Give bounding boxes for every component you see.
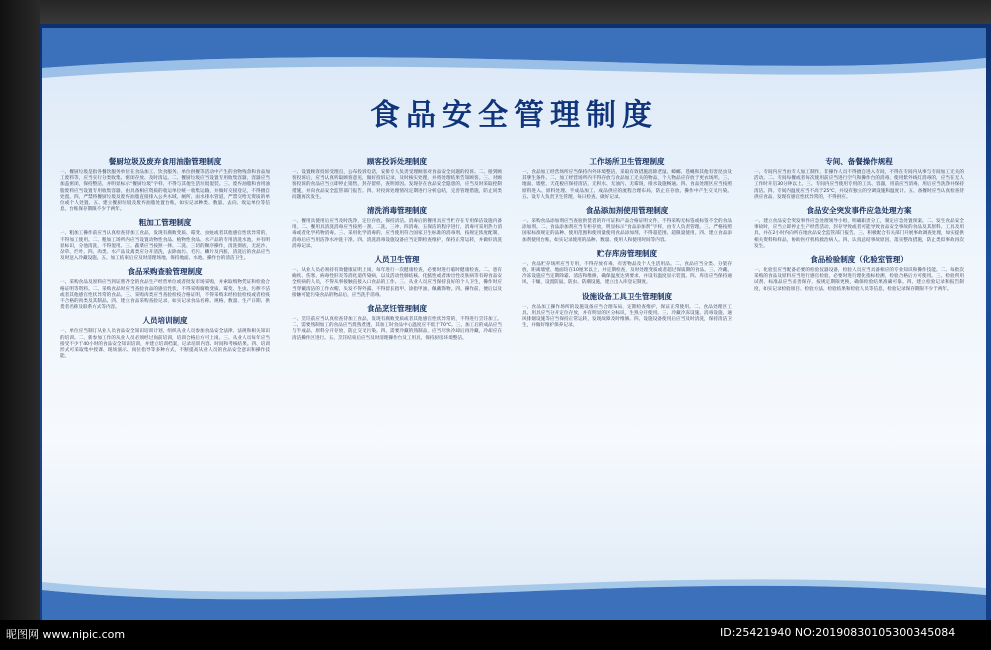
column-1 <box>60 156 270 364</box>
section-heading: 专间、备餐操作规程 <box>825 157 893 166</box>
section-heading: 人员卫生管理 <box>374 255 420 265</box>
section-body: 一、食品加工操作场所的设施设备应当合理布局，定期检查维护，保证正常使用。二、食品处理区工具、用具应当分开定位存放，并有明显的区分标识，生熟分开使用。三、冷藏冷冻设施、消毒设施、通风排烟设施等应当保持正常运转，发现故障及时维修。四、设施设备使用后应当及时清洗，保持清洁卫生，并做好维护保养记录。 <box>522 304 732 329</box>
column-2 <box>292 156 502 346</box>
section-kitchen-waste <box>60 156 270 213</box>
section-complaints <box>292 156 502 201</box>
section-additives <box>522 205 732 244</box>
section-lab <box>754 254 964 293</box>
section-heading: 食品烹饪管理制度 <box>367 304 427 314</box>
section-heading: 粗加工管理制度 <box>138 218 192 228</box>
section-heading: 食品采购查验管理制度 <box>127 267 203 277</box>
section-heading: 食品安全突发事件应急处理方案 <box>806 206 912 216</box>
section-heading: 人员培训制度 <box>142 316 188 326</box>
section-procurement <box>60 266 270 311</box>
section-body: 一、采购食品及原料应当到证照齐全的食品生产经营单位或者批发市场采购，并索取购物凭证和检验合格证明等资料。二、采购食品时应当查验食品的感官性状，不得采购腐败变质、霉变、生虫、污秽不洁或者其他感官性状异常的食品。三、采购肉类应当查验检疫合格证明，不得采购未经检验检疫或者检疫不合格的肉类及其制品。四、建立食品采购查验记录，如实记录食品名称、规格、数量、生产日期、供货者名称及联系方式等内容。 <box>60 280 270 311</box>
section-heading: 餐厨垃圾及废弃食用油脂管理制度 <box>108 157 222 166</box>
page-title: 食品安全管理制度 <box>370 98 658 133</box>
section-special-room <box>754 156 964 201</box>
section-body: 一、食品贮存场所应当专用，不得存放有毒、有害物品及个人生活用品。二、食品应当分类、分架存放，距离墙壁、地面均在10厘米以上，并定期检查，及时处理变质或者超过保质期的食品。三、冷藏、冷冻设施应当定期除霜、清洁和维修，确保温度达到要求，并设有温度显示装置。四、库房应当保持通风、干燥，设置防鼠、防虫、防潮设施，建立出入库登记制度。 <box>522 261 732 286</box>
watermark-site: 昵图网 www.nipic.com <box>6 628 126 641</box>
section-emergency <box>754 205 964 250</box>
section-body: 一、烹饪前应当认真检查待加工食品，发现有腐败变质或者其他感官性状异常的，不得进行烹饪加工。二、需要熟制加工的食品应当烧熟煮透，其加工时食品中心温度应不低于70℃。三、加工后的成品应当与半成品、原料分开存放，防止交叉污染。四、需要冷藏的熟制品，应当尽快冷却后再冷藏，冷却应在清洁操作区进行。五、烹饪结束后应当及时清理操作台及工用具，保持厨房环境整洁。 <box>292 317 502 341</box>
section-cooking <box>292 303 502 342</box>
section-heading: 顾客投诉处理制度 <box>367 157 427 166</box>
section-storage <box>522 248 732 287</box>
section-body: 一、建立食品安全突发事件应急处理领导小组，明确职责分工，制定应急处置预案。二、发生食品安全事故时，应当立即停止生产经营活动，封存导致或者可能导致食品安全事故的食品及其原料、工具及用具，并在2小时内向所在地食品安全监管部门报告。三、积极配合有关部门开展事故调查处理，如实提供相关资料和样品，协助医疗机构救治病人。四、认真总结事故原因，落实整改措施，防止类似事故再次发生。 <box>754 219 964 249</box>
frame-left-edge <box>0 0 40 650</box>
top-wave-decoration <box>42 28 986 98</box>
section-heading: 工作场所卫生管理制度 <box>589 157 665 166</box>
column-4 <box>754 156 964 297</box>
frame-top-edge <box>0 0 991 24</box>
section-body: 一、设置顾客投诉受理点，公布投诉电话，安排专人负责受理顾客对食品安全问题的投诉。二、接到顾客投诉后，应当认真听取顾客意见，做好投诉记录，及时核实处理，并将处理结果告知顾客。三、对顾客投诉的食品应当立即停止销售，封存留样，查明原因。发现存在食品安全隐患的，应当及时采取控制措施，并向食品安全监管部门报告。四、对投诉处理情况定期进行分析总结，完善管理措施，防止同类问题再次发生。 <box>292 170 502 200</box>
bottom-wave-decoration <box>42 560 986 620</box>
section-body: 一、粗加工操作前应当认真检查待加工食品，发现有腐败变质、霉变、虫蛀或者其他感官性状异常的，不得加工使用。二、粗加工场所内应当设置动物性食品、植物性食品、水产品的专用清洗水池，并有明显标识，分池清洗，不得混用。三、蔬菜应当按照一择、二洗、三切的顺序操作，清洗彻底，无泥沙、杂草、烂叶。四、肉类、水产品及禽类应分开清洗，去除血污、毛污、鳞片及内脏，清洗后的食品应当及时送入冷藏设施。五、加工结束后应及时清理场地，保持地面、水池、操作台的清洁卫生。 <box>60 231 270 262</box>
section-workplace <box>522 156 732 201</box>
section-body: 一、餐用具使用后应当及时洗净，定位存放，保持清洁。消毒后的餐用具应当贮存在专用保洁设施内备用。二、餐用具清洗消毒应当按照一刮、二洗、三冲、四消毒、五保洁的程序进行，消毒可采用热力消毒或者化学药物消毒。三、采用化学消毒的，应当使用符合国家卫生标准的消毒剂，按规定浓度配制，消毒后应当用洁净水冲洗干净。四、清洗消毒设施设备应当定期检查维护，保持正常运转，并做好清洗消毒记录。 <box>292 219 502 249</box>
section-cleaning <box>292 205 502 250</box>
section-body: 一、采购食品添加剂应当查验供货者的许可证和产品合格证明文件，不得采购无标签或标签不全的食品添加剂。二、食品添加剂应当专柜存放，明显标示“食品添加剂”字样，由专人负责管理。三、严格按照国家标准规定的品种、使用范围和使用量使用食品添加剂，不得超范围、超限量使用。四、建立食品添加剂使用台账，如实记录使用的品种、数量、使用人和使用时间等内容。 <box>522 219 732 243</box>
section-rough-processing <box>60 217 270 262</box>
section-heading: 清洗消毒管理制度 <box>367 206 427 216</box>
section-heading: 贮存库房管理制度 <box>597 248 657 258</box>
section-personal-hygiene <box>292 254 502 299</box>
notice-board <box>42 28 986 620</box>
section-body: 一、食品加工经营场所应当保持内外环境整洁，采取有效措施消除老鼠、蟑螂、苍蝇和其他有害昆虫及其孳生条件。二、加工经营场所内不得存放与食品加工无关的物品，个人物品应存放于更衣场所。三、地面、墙壁、天花板应保持清洁，无积水、无油污、无霉斑，排水设施畅通。四、食品处理区应当按照原料进入、原料处理、半成品加工、成品供应的流程合理布局，防止在存放、操作中产生交叉污染。五、设专人负责卫生管理，每日检查，做好记录。 <box>522 170 732 200</box>
section-equipment <box>522 291 732 330</box>
section-body: 一、化验室应当配备必要的检验仪器设备，检验人员应当具备相应的专业知识和操作技能。二、每批次采购的食品及原料应当进行感官检验，必要时进行理化指标检测，检验合格后方可使用。三、检验所用试剂、标准品应当妥善保存，按规定期限更换，确保检验结果准确可靠。四、建立检验记录和报告制度，如实记录检验项目、检验方法、检验结果和检验人员等信息，检验记录保存期限不少于两年。 <box>754 268 964 292</box>
section-training <box>60 315 270 360</box>
section-heading: 食品检验制度（化验室管理） <box>810 255 908 265</box>
section-body: 一、单位应当制订从业人员食品安全知识培训计划，组织从业人员参加食品安全法律、法规和相关知识的培训。二、新参加工作的从业人员必须经过岗前培训，培训合格后方可上岗。三、从业人员每年应当接受不少于40小时的食品安全知识培训，并建立培训档案，记录培训内容、时间和考核结果。四、培训形式可采取集中授课、现场演示、岗位指导等多种方式，不断提高从业人员的食品安全意识和操作技能。 <box>60 329 270 360</box>
section-heading: 食品添加剂使用管理制度 <box>585 206 669 216</box>
section-body: 一、餐厨垃圾是指各餐饮服务单位在食品加工、饮食服务、单位供餐等活动中产生的食物残余和食品加工废料等，应当实行分类收集、密闭存放、及时清运。二、餐厨垃圾应当设置专用收集容器，容器应当加盖密闭，保持整洁，并明显标示“餐厨垃圾”字样，不得与其他生活垃圾混装。三、废弃油脂和食用油脂废料应当设置专用收集容器，由具备相应资质的收运单位统一收集运输，并做好交接登记，不得擅自处置。四、严禁将餐厨垃圾及废弃油脂直接排入公共水域、厕所、雨水排水管道，严禁交给无资质的单位或个人处置。五、建立餐厨垃圾及废弃油脂处置台账，如实记录种类、数量、去向、收运单位等信息，台账保存期限不少于两年。 <box>60 170 270 213</box>
column-3 <box>522 156 732 333</box>
section-body: 一、从业人员必须持有效健康证明上岗，每年进行一次健康检查，必要时进行临时健康检查。二、患有痢疾、伤寒、病毒性肝炎等消化道传染病，以及活动性肺结核、化脓性或者渗出性皮肤病等有碍食品安全疾病的人员，不得从事接触直接入口食品的工作。三、从业人员应当保持良好的个人卫生，操作时应当穿戴清洁的工作衣帽，头发不得外露，不得留长指甲、涂指甲油、佩戴饰物。四、操作前、便后以及接触可能污染食品的物品后，应当洗手消毒。 <box>292 268 502 298</box>
section-body: 一、专间内应当由专人加工制作，非操作人员不得擅自进入专间，不得在专间内从事与专间加工无关的活动。二、专间每餐或者每次使用前应当进行空气和操作台的消毒，使用紫外线灯消毒的，应当在无人工作时开启30分钟以上。三、专间内应当使用专用的工具、容器，用前应当消毒，用后应当洗净并保持清洁。四、专间内温度应当不高于25℃，并设有独立的空调设施和温度计。五、备餐时应当认真检查待供应食品，发现有感官性状异常的，不得供应。 <box>754 170 964 200</box>
watermark-id: ID:25421940 NO:20190830105300345084 <box>720 626 956 639</box>
section-heading: 设施设备工具卫生管理制度 <box>582 291 672 301</box>
